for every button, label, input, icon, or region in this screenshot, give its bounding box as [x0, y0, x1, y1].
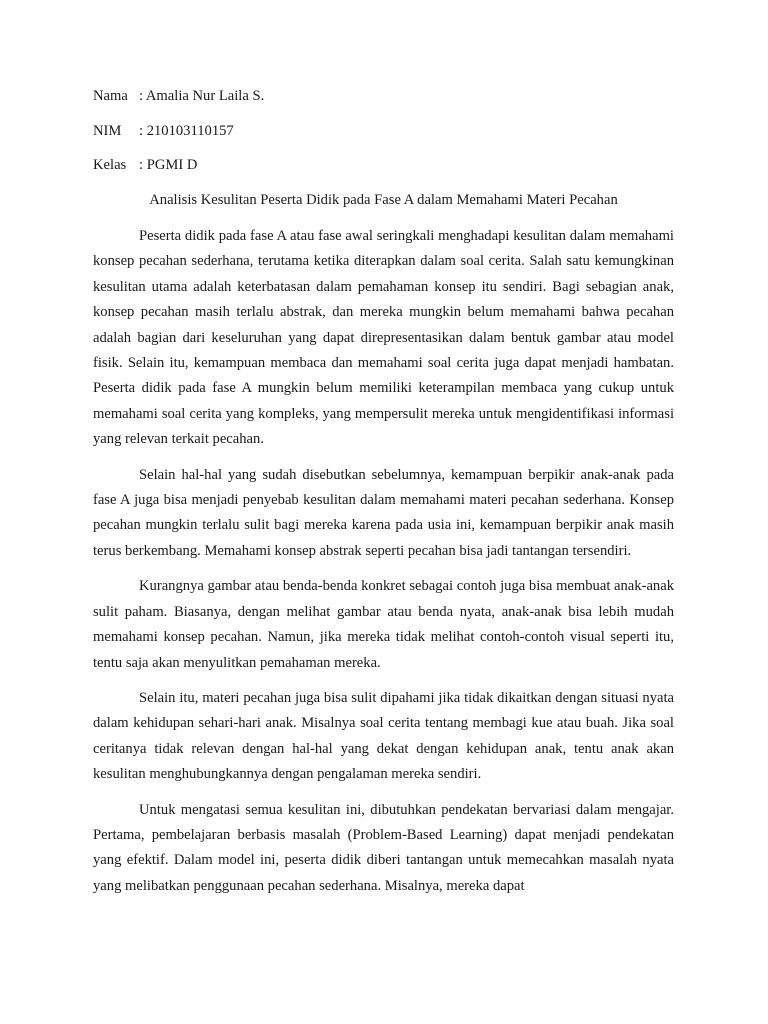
name-label: Nama	[93, 88, 128, 104]
nim-value: : 210103110157	[139, 122, 234, 139]
student-nim-row	[93, 121, 674, 141]
student-class-row	[93, 155, 674, 175]
document-title: Analisis Kesulitan Peserta Didik pada Fase A dalam Memahami Materi Pecahan	[149, 191, 618, 208]
paragraph-2: Selain hal-hal yang sudah disebutkan sebelumnya, kemampuan berpikir anak-anak pada fase A juga bisa menjadi penyebab kesulitan dalam memahami materi pecahan sederhana. Konsep pecahan mungkin terlalu sulit bagi mereka karena pada usia ini, kemampuan berpikir anak masih terus berkembang. Memahami konsep abstrak seperti pecahan bisa jadi tantangan tersendiri.	[93, 466, 674, 559]
paragraph-5: Untuk mengatasi semua kesulitan ini, dibutuhkan pendekatan bervariasi dalam mengajar. Pertama, pembelajaran berbasis masalah (Problem-Based Learning) dapat menjadi pendekatan yang efektif. Dalam model ini, peserta didik diberi tantangan untuk memecahkan masalah nyata yang melibatkan penggunaan pecahan sederhana. Misalnya, mereka dapat	[93, 801, 674, 894]
paragraph-1: Peserta didik pada fase A atau fase awal seringkali menghadapi kesulitan dalam memahami konsep pecahan sederhana, terutama ketika diterapkan dalam soal cerita. Salah satu kemungkinan kesulitan utama adalah keterbatasan dalam pemahaman konsep itu sendiri. Bagi sebagian anak, konsep pecahan masih terlalu abstrak, dan mereka mungkin belum memahami bahwa pecahan adalah bagian dari keseluruhan yang dapat direpresentasikan dalam bentuk gambar atau model fisik. Selain itu, kemampuan membaca dan memahami soal cerita juga dapat menjadi hambatan. Peserta didik pada fase A mungkin belum memiliki keterampilan membaca yang cukup untuk memahami soal cerita yang kompleks, yang mempersulit mereka untuk mengidentifikasi informasi yang relevan terkait pecahan.	[93, 228, 674, 448]
student-name-row	[93, 86, 674, 106]
document-page	[93, 86, 674, 909]
paragraph-4: Selain itu, materi pecahan juga bisa sulit dipahami jika tidak dikaitkan dengan situasi nyata dalam kehidupan sehari-hari anak. Misalnya soal cerita tentang membagi kue atau buah. Jika soal ceritanya tidak relevan dengan hal-hal yang dekat dengan kehidupan anak, tentu anak akan kesulitan menghubungkannya dengan pengalaman mereka sendiri.	[93, 689, 674, 783]
class-label: Kelas	[93, 157, 127, 173]
paragraph-3: Kurangnya gambar atau benda-benda konkret sebagai contoh juga bisa membuat anak-anak sulit paham. Biasanya, dengan melihat gambar atau benda nyata, anak-anak bisa lebih mudah memahami konsep pecahan. Namun, jika mereka tidak melihat contoh-contoh visual seperti itu, tentu saja akan menyulitkan pemahaman mereka.	[93, 578, 674, 671]
nim-label: NIM	[93, 122, 122, 139]
name-value: : Amalia Nur Laila S.	[139, 88, 265, 104]
class-value: : PGMI D	[139, 157, 198, 173]
